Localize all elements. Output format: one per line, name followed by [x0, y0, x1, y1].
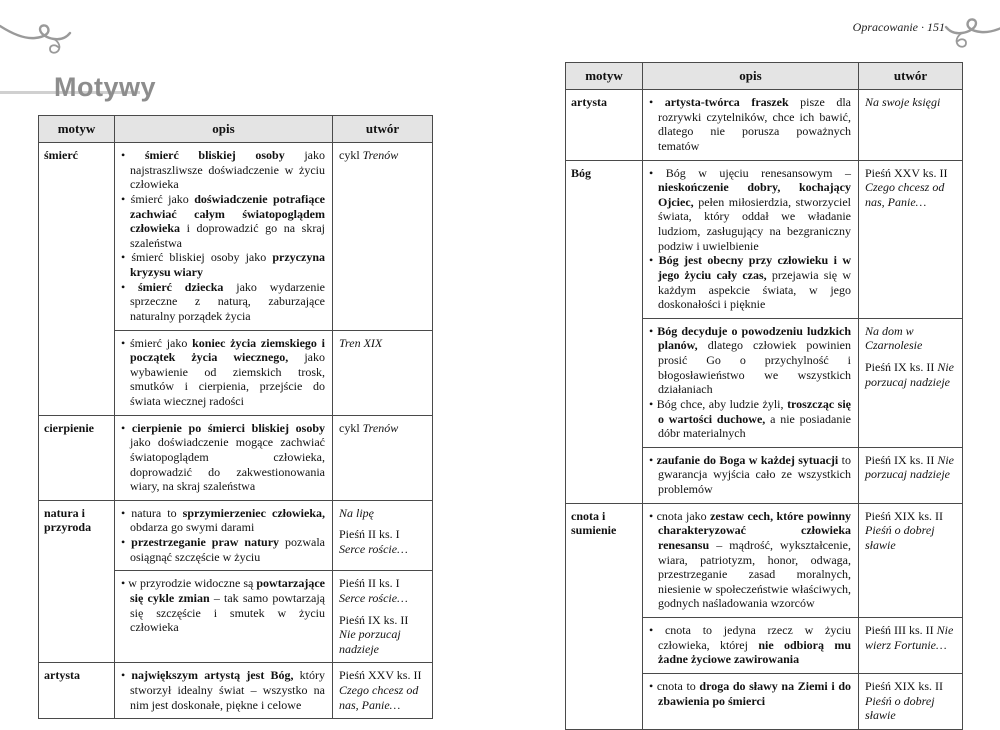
motif-cell: śmierć: [39, 143, 115, 416]
work-title: Czego chcesz od nas, Panie…: [339, 683, 419, 712]
text-run: troszcząc się o wartości duchowe,: [658, 396, 852, 426]
bullet-item: [649, 397, 851, 441]
bullet-item: [121, 192, 325, 251]
text-run: nie odbiorą mu żadne życiowe zawirowania: [658, 637, 851, 667]
bullet-item: [121, 506, 325, 535]
work-title: Trenów: [362, 148, 399, 162]
work-entry: [339, 506, 425, 521]
bullet-icon: •: [121, 250, 132, 265]
work-entry: [339, 576, 425, 605]
motif-cell: cnota i sumienie: [566, 503, 643, 729]
column-header-utwór: utwór: [333, 116, 433, 143]
work-title: Trenów: [362, 420, 399, 435]
text-run: dlatego człowiek powinien prosić Go o przychylność i błogosławieństwo we wszystkich działaniach: [658, 338, 851, 397]
motif-cell: cierpienie: [39, 415, 115, 500]
text-run: Pieśń XXV ks. II: [339, 668, 422, 683]
text-run: artysta-twórca fraszek: [664, 95, 789, 109]
bullet-item: [121, 576, 325, 635]
bullet-icon: •: [121, 191, 131, 206]
text-run: cnota to jedyna rzecz w życiu człowieka, której: [658, 623, 852, 652]
text-run: przyczyna kryzysu wiary: [130, 250, 326, 279]
bullet-item: [121, 250, 325, 279]
table-row: [39, 500, 433, 571]
text-run: powtarzające się cykle zmian: [130, 576, 325, 605]
text-run: jako wybawienie od ziemskich trosk, smutków i cierpienia, przejście do świata wiecznej radości: [130, 350, 325, 408]
work-cell: [333, 143, 433, 331]
work-cell: [859, 447, 963, 503]
text-run: przejawia się w każdym aspekcie świata, w jego doskonałości i pięknie: [658, 267, 851, 312]
header-row: [566, 63, 963, 90]
work-entry: [865, 623, 955, 652]
work-entry: [865, 95, 955, 110]
work-cell: [333, 500, 433, 571]
text-run: jako najstraszliwsze doświadczenie w życiu człowieka: [130, 148, 325, 192]
text-run: Pieśń II ks. I: [339, 527, 400, 542]
bullet-item: [121, 421, 325, 494]
running-header: Opracowanie · 151: [852, 20, 945, 34]
text-run: Pieśń IX ks. II: [339, 612, 409, 627]
flourish-icon: [944, 14, 1000, 56]
bullet-icon: •: [121, 668, 132, 683]
table-row: [566, 503, 963, 617]
text-run: pełen miłosierdzia, stworzyciel świata, który oddał we władanie ludziom, zasługujący na bezgraniczny podziw i uwielbienie: [658, 194, 851, 253]
text-run: śmierć bliskiej osoby: [144, 148, 285, 162]
motifs-table-left: [38, 115, 433, 719]
column-header-motyw: motyw: [566, 63, 643, 90]
work-title: Nie porzucaj nadzieje: [339, 627, 401, 656]
table-row: [39, 663, 433, 719]
bullet-item: [649, 679, 851, 708]
work-cell: [333, 330, 433, 415]
bullet-item: [121, 668, 325, 712]
work-cell: [859, 673, 963, 729]
work-entry: [865, 509, 955, 553]
bullet-icon: •: [121, 576, 129, 591]
text-run: to gwarancja wyjścia cało ze wszystkich problemów: [658, 452, 851, 496]
description-cell: [115, 330, 333, 415]
work-title: Nie wierz Fortunie…: [865, 623, 954, 652]
text-run: koniec życia ziemskiego i początek życia wiecznego,: [130, 335, 325, 365]
description-cell: [115, 663, 333, 719]
motif-cell: artysta: [566, 90, 643, 161]
text-run: śmierć jako: [130, 191, 195, 206]
work-title: Na swoje księgi: [865, 95, 941, 109]
bullet-icon: •: [121, 279, 138, 294]
text-run: sprzymierzeniec człowieka,: [182, 505, 325, 520]
text-run: cierpienie po śmierci bliskiej osoby: [131, 420, 325, 435]
description-cell: [643, 90, 859, 161]
text-run: pozwala osiągnąć szczęście w życiu: [130, 535, 326, 564]
header-row: [39, 116, 433, 143]
work-title: Na dom w Czarnolesie: [865, 323, 923, 353]
text-run: Bóg chce, aby ludzie żyli,: [656, 396, 788, 411]
text-run: śmierć dziecka: [138, 279, 224, 294]
text-run: jako doświadczenie mogące zachwiać światopoglądem człowieka, doprowadzić do zakwestionowania wiary, na skraj szaleństwa: [130, 435, 325, 494]
work-entry: [865, 453, 955, 482]
motif-cell: natura i przyroda: [39, 500, 115, 663]
work-entry: [865, 166, 955, 210]
bullet-icon: •: [649, 508, 657, 523]
motifs-table-right: [565, 62, 963, 730]
description-cell: [643, 160, 859, 318]
table-row: [566, 160, 963, 318]
work-cell: [859, 160, 963, 318]
text-run: Pieśń XXV ks. II: [865, 165, 948, 180]
work-title: Nie porzucaj nadzieje: [865, 360, 954, 389]
text-run: nieskończenie dobry, kochający Ojciec,: [658, 180, 851, 209]
bullet-item: [121, 336, 325, 409]
bullet-item: [649, 623, 851, 667]
work-title: Pieśń o dobrej sławie: [865, 523, 935, 552]
work-cell: [333, 663, 433, 719]
description-cell: [115, 571, 333, 663]
work-title: Czego chcesz od nas, Panie…: [865, 180, 945, 209]
bullet-icon: •: [121, 505, 132, 520]
text-run: doświadczenie potrafiące zachwiać całym światopoglądem człowieka: [130, 191, 325, 236]
bullet-item: [121, 535, 325, 564]
bullet-icon: •: [649, 253, 659, 268]
bullet-item: [121, 148, 325, 192]
description-cell: [115, 500, 333, 571]
work-cell: [333, 415, 433, 500]
work-title: Tren XIX: [339, 335, 383, 350]
work-entry: [339, 668, 425, 712]
column-header-opis: opis: [643, 63, 859, 90]
text-run: Pieśń IX ks. II: [865, 452, 938, 467]
bullet-item: [649, 453, 851, 497]
text-run: Pieśń XIX ks. II: [865, 678, 943, 693]
description-cell: [643, 618, 859, 674]
text-run: natura to: [131, 505, 183, 520]
description-cell: [115, 143, 333, 331]
description-cell: [115, 415, 333, 500]
text-run: śmierć bliskiej osoby jako: [131, 250, 273, 265]
motif-cell: Bóg: [566, 160, 643, 503]
text-run: Pieśń II ks. I: [339, 576, 400, 591]
text-run: zestaw cech, które powinny charakteryzować człowieka renesansu: [658, 508, 852, 552]
description-cell: [643, 318, 859, 447]
bullet-icon: •: [649, 396, 657, 411]
bullet-item: [121, 280, 325, 324]
text-run: który stworzył idealny świat – wszystko na nim jest doskonałe, piękne i celowe: [130, 668, 325, 712]
bullet-item: [649, 95, 851, 154]
text-run: Bóg decyduje o powodzeniu ludzkich planów,: [657, 323, 851, 353]
description-cell: [643, 447, 859, 503]
text-run: cykl: [339, 148, 363, 162]
text-run: zaufanie do Boga w każdej sytuacji: [656, 452, 839, 467]
bullet-item: [649, 324, 851, 397]
bullet-item: [649, 509, 851, 611]
text-run: pisze dla rozrywki czytelników, chce ich bawić, dlatego nie porusza poważnych tematów: [658, 95, 851, 153]
text-run: w przyrodzie widoczne są: [128, 576, 257, 591]
bullet-icon: •: [649, 623, 665, 637]
bullet-icon: •: [649, 678, 657, 693]
work-entry: [339, 421, 425, 436]
column-header-opis: opis: [115, 116, 333, 143]
bullet-icon: •: [649, 95, 665, 109]
work-entry: [865, 679, 955, 723]
text-run: – mądrość, wykształcenie, wiara, patriotyzm, honor, odwaga, przestrzeganie zasad moralnych, niesienie w społeczeństwie właściwych, godnych naśladowania wzorców: [658, 537, 851, 611]
work-title: Pieśń o dobrej sławie: [865, 693, 935, 723]
text-run: i doprowadzić go na skraj szaleństwa: [130, 221, 325, 250]
text-run: – tak samo powtarzają się szczęście i smutek w życiu człowieka: [130, 590, 325, 635]
work-entry: [339, 613, 425, 657]
work-title: Serce roście…: [339, 590, 408, 605]
text-run: przestrzeganie praw natury: [131, 535, 280, 549]
text-run: Bóg jest obecny przy człowieku i w jego życiu cały czas,: [658, 253, 851, 282]
work-entry: [865, 360, 955, 389]
bullet-icon: •: [121, 420, 132, 435]
text-run: jako wydarzenie sprzeczne z naturą, zaburzające naturalny porządek życia: [130, 279, 325, 323]
text-run: cnota to: [656, 678, 700, 693]
work-entry: [339, 148, 425, 163]
text-run: największym artystą jest Bóg,: [131, 668, 294, 683]
bullet-item: [649, 166, 851, 254]
column-header-motyw: motyw: [39, 116, 115, 143]
column-header-utwór: utwór: [859, 63, 963, 90]
work-cell: [333, 571, 433, 663]
text-run: cnota jako: [656, 508, 711, 523]
description-cell: [643, 673, 859, 729]
bullet-icon: •: [121, 335, 130, 350]
text-run: Bóg w ujęciu renesansowym –: [665, 165, 851, 180]
text-run: Pieśń III ks. II: [865, 623, 937, 637]
text-run: Pieśń XIX ks. II: [865, 508, 943, 523]
text-run: a nie posiadanie dóbr materialnych: [658, 411, 851, 441]
bullet-item: [649, 253, 851, 312]
table-row: [39, 143, 433, 331]
description-cell: [643, 503, 859, 617]
work-title: Serce roście…: [339, 542, 408, 556]
table-row: [566, 90, 963, 161]
bullet-icon: •: [649, 165, 666, 180]
work-cell: [859, 618, 963, 674]
work-title: Nie porzucaj nadzieje: [865, 452, 954, 482]
work-title: Na lipę: [339, 505, 374, 520]
work-cell: [859, 318, 963, 447]
work-entry: [339, 527, 425, 556]
bullet-icon: •: [121, 535, 132, 549]
table-row: [39, 415, 433, 500]
text-run: droga do sławy na Ziemi i do zbawienia po śmierci: [658, 678, 851, 708]
text-run: cykl: [339, 420, 363, 435]
motif-cell: artysta: [39, 663, 115, 719]
text-run: śmierć jako: [129, 335, 193, 350]
bullet-icon: •: [649, 323, 658, 338]
work-entry: [339, 336, 425, 351]
work-entry: [865, 324, 955, 353]
text-run: obdarza go swymi darami: [130, 520, 255, 535]
bullet-icon: •: [121, 148, 145, 162]
flourish-icon: [0, 20, 72, 62]
page-title: Motywy: [54, 72, 157, 103]
text-run: Pieśń IX ks. II: [865, 360, 938, 374]
bullet-icon: •: [649, 452, 657, 467]
work-cell: [859, 503, 963, 617]
work-cell: [859, 90, 963, 161]
